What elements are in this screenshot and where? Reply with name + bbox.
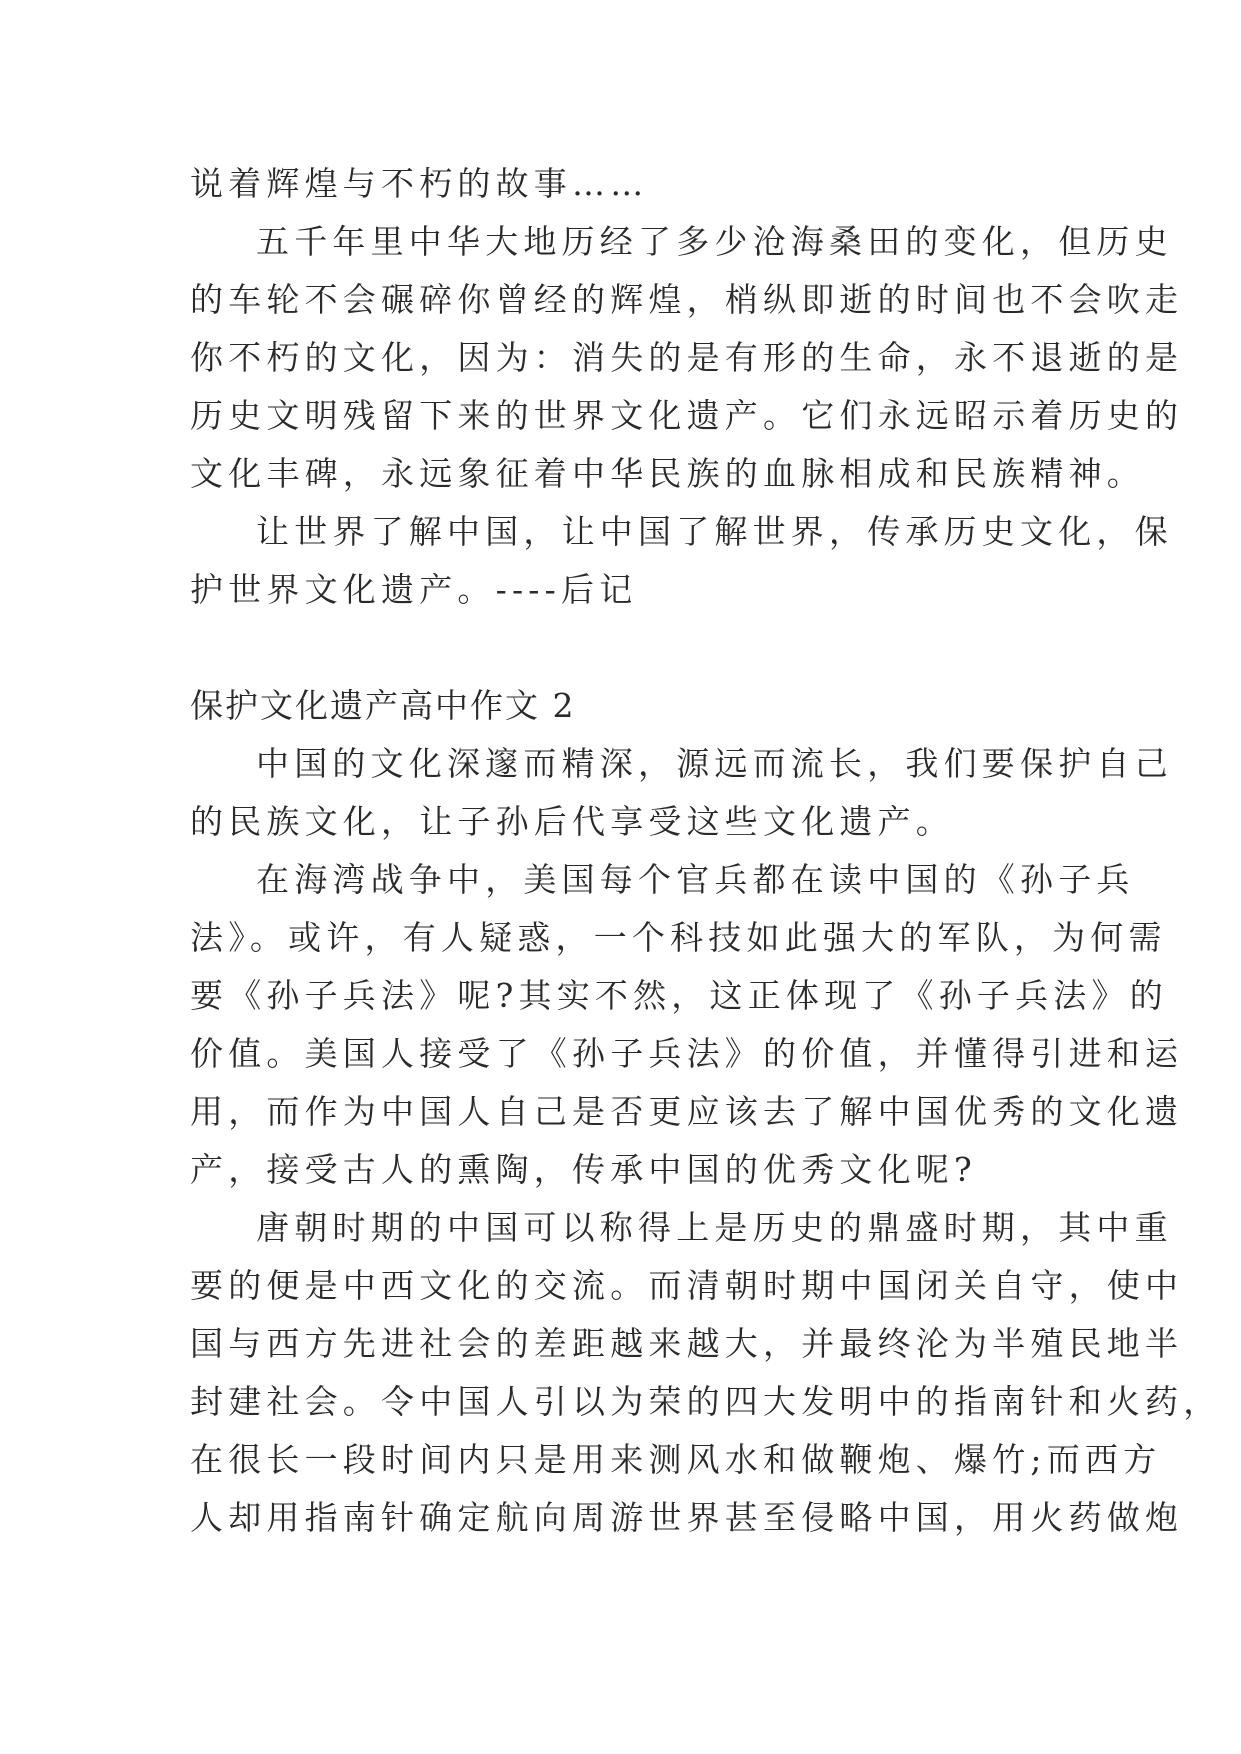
paragraph-line: 你不朽的文化，因为：消失的是有形的生命，永不退逝的是	[190, 338, 1184, 377]
essay-heading: 保护文化遗产高中作文 2	[190, 686, 576, 725]
paragraph-line: 国与西方先进社会的差距越来越大，并最终沦为半殖民地半	[190, 1324, 1184, 1363]
paragraph-line: 的车轮不会碾碎你曾经的辉煌，梢纵即逝的时间也不会吹走	[190, 280, 1184, 319]
paragraph-line: 中国的文化深邃而精深，源远而流长，我们要保护自己	[256, 744, 1173, 783]
paragraph-line: 说着辉煌与不朽的故事……	[190, 164, 649, 203]
paragraph-line: 让世界了解中国，让中国了解世界，传承历史文化，保	[256, 512, 1173, 551]
paragraph-line: 护世界文化遗产。----后记	[190, 570, 638, 609]
paragraph-line: 封建社会。令中国人引以为荣的四大发明中的指南针和火药，	[190, 1382, 1222, 1421]
paragraph-line: 人却用指南针确定航向周游世界甚至侵略中国，用火药做炮	[190, 1498, 1184, 1537]
paragraph-line: 文化丰碑，永远象征着中华民族的血脉相成和民族精神。	[190, 454, 1145, 493]
paragraph-line: 唐朝时期的中国可以称得上是历史的鼎盛时期，其中重	[256, 1208, 1173, 1247]
paragraph-line: 在很长一段时间内只是用来测风水和做鞭炮、爆竹;而西方	[190, 1440, 1162, 1479]
paragraph-line: 要《孙子兵法》呢?其实不然，这正体现了《孙子兵法》的	[190, 976, 1168, 1015]
paragraph-line: 产，接受古人的熏陶，传承中国的优秀文化呢?	[190, 1150, 977, 1189]
paragraph-line: 的民族文化，让子孙后代享受这些文化遗产。	[190, 802, 954, 841]
paragraph-line: 要的便是中西文化的交流。而清朝时期中国闭关自守，使中	[190, 1266, 1184, 1305]
paragraph-line: 法》。或许，有人疑惑，一个科技如此强大的军队，为何需	[190, 918, 1167, 957]
paragraph-line: 在海湾战争中，美国每个官兵都在读中国的《孙子兵	[256, 860, 1135, 899]
paragraph-line: 价值。美国人接受了《孙子兵法》的价值，并懂得引进和运	[190, 1034, 1184, 1073]
paragraph-line: 用，而作为中国人自己是否更应该去了解中国优秀的文化遗	[190, 1092, 1184, 1131]
paragraph-line: 五千年里中华大地历经了多少沧海桑田的变化，但历史	[256, 222, 1173, 261]
paragraph-line: 历史文明残留下来的世界文化遗产。它们永远昭示着历史的	[190, 396, 1184, 435]
